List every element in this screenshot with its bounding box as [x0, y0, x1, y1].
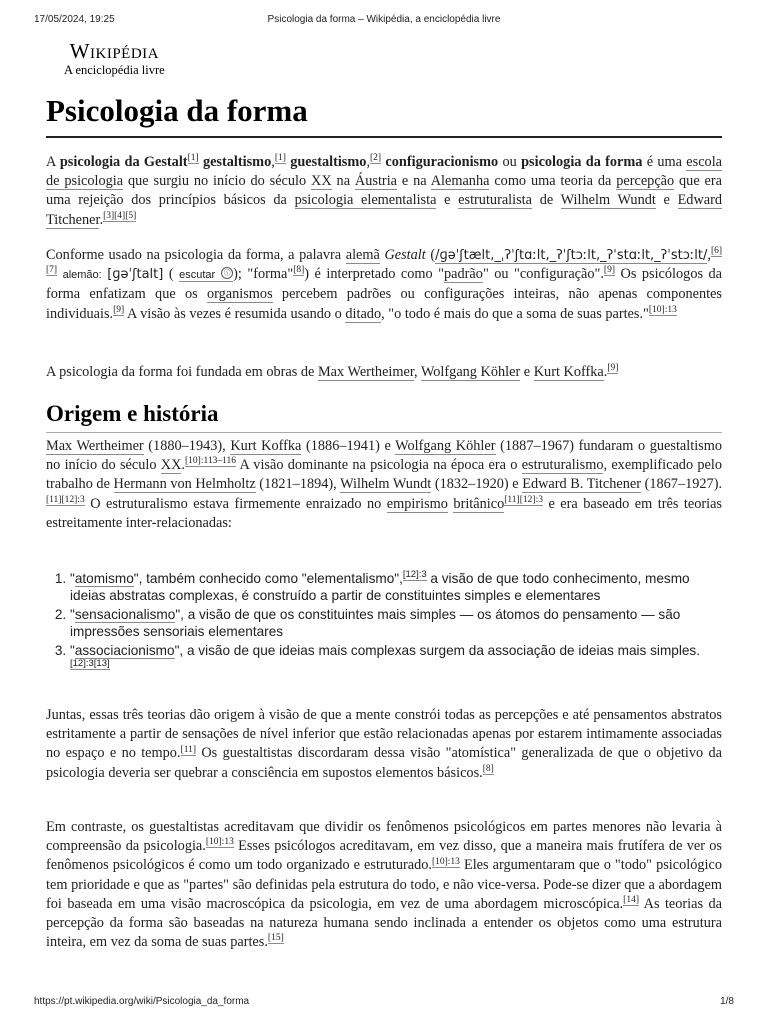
link-psicologia-elementalista[interactable]: psicologia elementalista [294, 192, 437, 209]
list-item: 3. "associacionismo", a visão de que ideias mais complexas surgem da associação de ideias mais simples.[12]:3[13] [70, 642, 722, 676]
citation: [11][12]:3 [504, 494, 543, 505]
logo-wordmark: Wikipédia [69, 39, 159, 63]
citation: [1] [187, 153, 199, 164]
citation: [10]:13 [205, 837, 234, 848]
page-title: Psicologia da forma [46, 92, 722, 138]
link-escola-de-psicologia[interactable]: escola de psicologia [46, 154, 723, 190]
citation: [12]:3[13] [70, 658, 110, 670]
citation: [11] [180, 744, 197, 755]
logo-tagline: A enciclopédia livre [64, 63, 165, 77]
link-britanico[interactable]: britânico [453, 495, 505, 512]
citation: [10]:13 [431, 856, 460, 867]
link-wilhelm-wundt[interactable]: Wilhelm Wundt [560, 192, 656, 209]
link-xx[interactable]: XX [311, 173, 332, 190]
citation: [14] [623, 895, 639, 906]
citation: [10]:113–116 [185, 456, 237, 467]
link-max-wertheimer[interactable]: Max Wertheimer [317, 364, 415, 380]
section-heading-origem: Origem e história [46, 399, 722, 433]
link-kurt-koffka[interactable]: Kurt Koffka [230, 438, 302, 454]
link-austria[interactable]: Áustria [354, 173, 398, 190]
citation: [1] [274, 153, 286, 164]
link-alemanha[interactable]: Alemanha [430, 173, 490, 190]
link-ditado[interactable]: ditado [345, 305, 382, 322]
link-percepcao[interactable]: percepção [616, 173, 675, 190]
list-item: 2. "sensacionalismo", a visão de que os constituintes mais simples — os átomos do pensamento — são impressões sensoriais elementares [70, 606, 722, 640]
citation: [3][4][5] [103, 210, 137, 221]
link-xx[interactable]: XX [160, 457, 182, 474]
list-item: 1. "atomismo", também conhecido como "elementalismo",$^{[12]:3}$ a visão de que todo conhecimento, mesmo ideias abstratas complexas, é construído a partir de constituintes simples e elementares [70, 570, 722, 604]
theories-list [46, 570, 722, 678]
ipa-english[interactable]: /ɡəˈʃtælt,_ˌʔˈʃtɑːlt,_ʔˈʃtɔːlt,_ʔˈstɑːlt,_ʔˈstɔːlt/ [435, 248, 708, 263]
citation: [9] [113, 304, 125, 315]
link-kurt-koffka[interactable]: Kurt Koffka [533, 364, 604, 380]
listen-link[interactable]: escutar ⓘ [179, 269, 233, 282]
citation: [9] [607, 363, 619, 374]
origin-paragraph-2: Juntas, essas três teorias dão origem à visão de que a mente constrói todas as percepções e até pensamentos abstratos estritamente a partir de sensações de nível inferior que estão relacionadas apenas por estarem intimamente associadas no espaço e no tempo.[11] Os guestaltistas discordaram dessa visão "atomística" generalizada de que o objetivo da psicologia deveria ser quebrar a consciência em supostos elementos básicos.[8] [46, 707, 722, 781]
language-label: alemão: [62, 269, 102, 282]
link-edward-b-titchener[interactable]: Edward B. Titchener [522, 476, 641, 493]
link-organismos[interactable]: organismos [206, 286, 273, 303]
print-url: https://pt.wikipedia.org/wiki/Psicologia_da_forma [34, 996, 250, 1007]
citation: [10]:13 [648, 304, 677, 315]
page-counter: 1/8 [720, 996, 734, 1007]
citation: [6][7] [46, 246, 723, 276]
intro-paragraph-2: Conforme usado na psicologia da forma, a palavra alemã Gestalt (/ɡəˈʃtælt,_ˌʔˈʃtɑːlt,_ʔˈʃtɔːlt,_ʔˈstɑːlt,_ʔˈstɔːlt/,[6][7] alemão: [ɡəˈʃtalt] ( escutar ⓘ ); "forma"[8]) é interpretado como "padrão" ou "configuração".[9] Os psicólogos da forma enfatizam que os organismos percebem padrões ou configurações inteiras, não apenas componentes individuais.[9] A visão às vezes é resumida usando o ditado, "o todo é mais do que a soma de suas partes."$^{[10]:13}$ [46, 246, 723, 322]
citation: [15] [267, 933, 284, 944]
info-icon: ⓘ [221, 267, 233, 279]
ipa-german: [ɡəˈʃtalt] [107, 267, 164, 283]
intro-paragraph-1: A psicologia da Gestalt[1] gestaltismo,[1] guestaltismo,[2] configuracionismo ou psicologia da forma é uma escola de psicologia que surgiu no início do século XX na Áustria e na Alemanha como uma teoria da percepção que era uma rejeição dos princípios básicos da psicologia elementalista e estruturalista de Wilhelm Wundt e Edward Titchener.[3][4][5] [46, 153, 723, 228]
link-estruturalista[interactable]: estruturalista [458, 192, 533, 209]
link-atomismo[interactable]: atomismo [74, 571, 134, 586]
link-estruturalismo[interactable]: estruturalismo [521, 457, 604, 474]
origin-paragraph-1: Max Wertheimer (1880–1943), Kurt Koffka (1886–1941) e Wolfgang Köhler (1887–1967) fundaram o guestaltismo no início do século XX.$^{[10]:113-116}$ A visão dominante na psicologia na época era o estruturalismo, exemplificado pelo trabalho de Hermann von Helmholtz (1821–1894), Wilhelm Wundt (1832–1920) e Edward B. Titchener (1867–1927).$^{[11][12]:3}$ O estruturalismo estava firmemente enraizado no empirismo britânico$^{[11][12]:3}$ e era baseado em três teorias estreitamente inter-relacionadas: [46, 438, 723, 531]
citation: [8] [293, 265, 305, 276]
wikipedia-logo[interactable] [64, 40, 165, 78]
print-datetime: 17/05/2024, 19:25 [34, 14, 115, 25]
link-empirismo[interactable]: empirismo [386, 495, 448, 512]
intro-paragraph-3: A psicologia da forma foi fundada em obras de Max Wertheimer, Wolfgang Köhler e Kurt Koffka.[9] [46, 363, 619, 380]
link-alema[interactable]: alemã [345, 247, 380, 263]
link-wolfgang-kohler[interactable]: Wolfgang Köhler [420, 364, 521, 380]
link-padrao[interactable]: padrão [444, 266, 483, 283]
link-associacionismo[interactable]: associacionismo [74, 643, 175, 658]
link-wolfgang-kohler[interactable]: Wolfgang Köhler [395, 438, 496, 454]
citation: [9] [603, 265, 615, 276]
link-sensacionalismo[interactable]: sensacionalismo [74, 607, 176, 622]
citation: [11][12]:3 [46, 494, 85, 505]
link-hermann-von-helmholtz[interactable]: Hermann von Helmholtz [113, 476, 256, 493]
print-tab-title: Psicologia da forma – Wikipédia, a enciclopédia livre [267, 14, 501, 25]
citation: [8] [482, 763, 494, 774]
citation: [2] [370, 153, 382, 164]
link-max-wertheimer[interactable]: Max Wertheimer [46, 438, 144, 454]
link-wilhelm-wundt[interactable]: Wilhelm Wundt [340, 476, 432, 493]
origin-paragraph-3: Em contraste, os guestaltistas acreditavam que dividir os fenômenos psicológicos em partes menores não levaria à compreensão da psicologia.$^{[10]:13}$ Esses psicólogos acreditavam, em vez disso, que a maneira mais frutífera de ver os fenômenos psicológicos é como um todo organizado e estruturado.$^{[10]:13}$ Eles argumentaram que o "todo" psicológico tem prioridade e que as "partes" são definidas pela estrutura do todo, e não vice-versa. Pode-se dizer que a abordagem foi baseada em uma visão macroscópica da psicologia, em vez de uma abordagem microscópica.[14] As teorias da percepção da forma são baseadas na natureza humana sendo inclinada a entender os objetos como uma estrutura inteira, em vez da soma de suas partes.[15] [46, 819, 722, 951]
link-edward-titchener[interactable]: Edward Titchener [46, 192, 723, 228]
citation: [12]:3 [402, 569, 427, 581]
